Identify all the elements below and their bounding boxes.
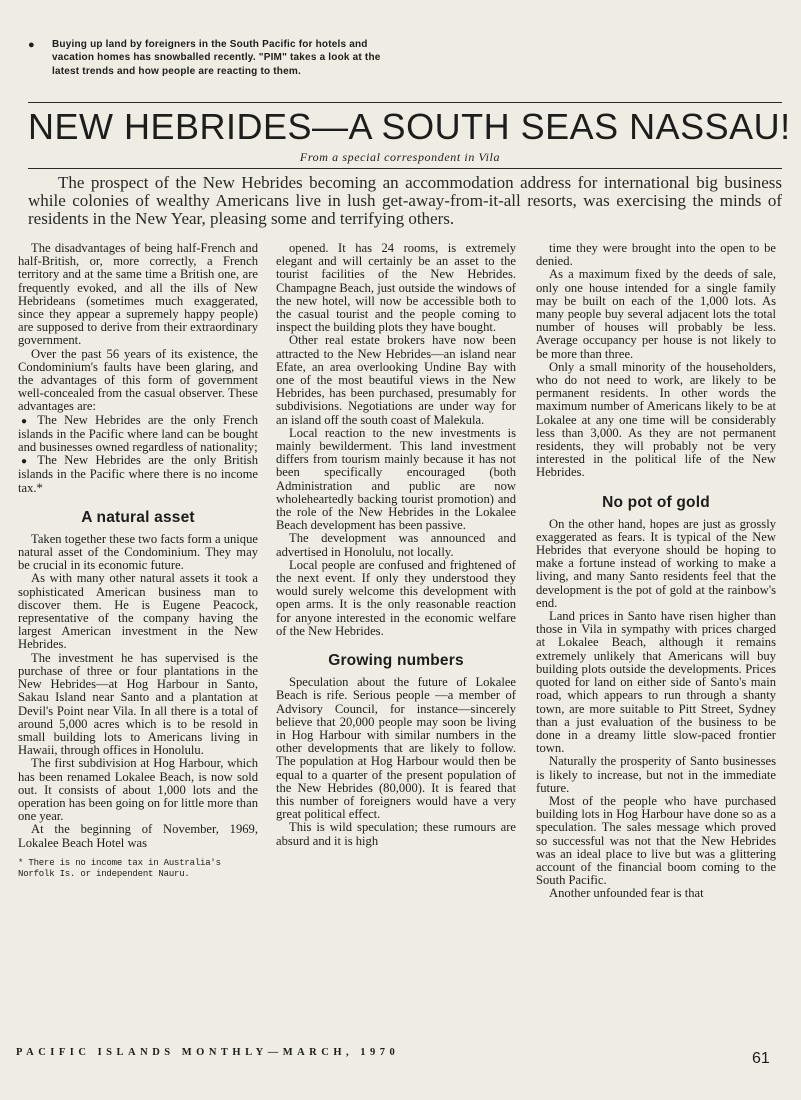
headline: NEW HEBRIDES—A SOUTH SEAS NASSAU! bbox=[28, 106, 791, 147]
paragraph: At the beginning of November, 1969, Lokalee Beach Hotel was bbox=[18, 822, 258, 850]
subheading: Growing numbers bbox=[328, 652, 464, 670]
article-column-3 bbox=[536, 242, 776, 901]
paragraph: opened. It has 24 rooms, is extremely elegant and will certainly be an asset to the tourist facilities of the New Hebrides. Champagne Beach, just outside the windows of the new hotel, will now be accessible both to the casual tourist and the people coming to inspect the building plots they have bought. bbox=[276, 241, 516, 335]
paragraph: Local people are confused and frightened of the next event. If only they understood they would surely welcome this development with open arms. It is the only reasonable reaction for anyone interested in the economic welfare of the New Hebrides. bbox=[276, 557, 516, 638]
paragraph: The first subdivision at Hog Harbour, which has been renamed Lokalee Beach, is now sold out. It consists of about 1,000 lots and the operation has been going on for little more than one year. bbox=[18, 756, 258, 824]
byline: From a special correspondent in Vila bbox=[299, 150, 501, 164]
bullet-paragraph bbox=[18, 454, 258, 495]
paragraph: The investment he has supervised is the purchase of three or four plantations in the New Hebrides—at Hog Harbour in Santo, Sakau Island near Santo and a plantation at Devil's Point near Vila. In all there is a total of around 5,000 acres which is to be resold in small building lots to Americans living in Hawaii, through offices in Honolulu. bbox=[18, 650, 258, 758]
paragraph: This is wild speculation; these rumours are absurd and it is high bbox=[276, 820, 516, 848]
paragraph: Only a small minority of the householders, who do not need to work, are likely to be permanent residents. In other words the maximum number of Americans likely to be at Lokalee at any one time will be considerably less than 3,000. As they are not permanent residents, they will probably not be very interested in the political life of the New Hebrides. bbox=[536, 359, 776, 480]
intro-blurb bbox=[28, 38, 398, 78]
paragraph: As a maximum fixed by the deeds of sale, only one house intended for a single family may be built on each of the 1,000 lots. As many people buy several adjacent lots the total number of houses will probably be less. Average occupancy per house is not likely to be more than three. bbox=[536, 267, 776, 361]
page-number: 61 bbox=[752, 1050, 770, 1067]
paragraph: Most of the people who have purchased building lots in Hog Harbour have done so as a speculation. The sales message which proved so successful was not that the New Hebrides was an ideal place to live but was a glittering account of the financial boom coming to the South Pacific. bbox=[536, 793, 776, 888]
intro-text: Buying up land by foreigners in the South Pacific for hotels and vacation homes has snowballed recently. "PIM" takes a look at the latest trends and how people are reacting to them. bbox=[52, 39, 381, 77]
subheading: No pot of gold bbox=[602, 493, 710, 511]
headline-bottom-rule bbox=[28, 168, 782, 169]
bullet-icon: ● bbox=[28, 39, 35, 51]
paragraph: time they were brought into the open to be denied. bbox=[536, 241, 776, 269]
bullet-text: The New Hebrides are the only French islands in the Pacific where land can be bought and businesses owned regardless of nationality; bbox=[18, 412, 258, 455]
paragraph: Naturally the prosperity of Santo businesses is likely to increase, but not in the immediate future. bbox=[536, 754, 776, 795]
bullet-paragraph bbox=[18, 414, 258, 455]
paragraph: On the other hand, hopes are just as grossly exaggerated as fears. It is typical of the New Hebrides that everyone should be hoping to make a fortune instead of working to make a living, and many Santo residents feel that the development is the pot of gold at the rainbow's end. bbox=[536, 516, 776, 610]
paragraph: Local reaction to the new investments is mainly bewilderment. This land investment differs from tourism mainly because it has not been specifically encouraged (both Administration and public are now wholeheartedly backing tourist promotion) and the role of the New Hebrides in the Lokalee Beach development has been passive. bbox=[276, 425, 516, 533]
article-column-1 bbox=[18, 242, 258, 880]
bullet-text: The New Hebrides are the only British islands in the Pacific where there is no income tax.* bbox=[18, 453, 258, 495]
bullet-icon: ● bbox=[21, 456, 32, 468]
paragraph: As with many other natural assets it took a sophisticated American business man to discover them. He is Eugene Peacock, representative of the company having the largest American investment in the New Hebrides. bbox=[18, 571, 258, 652]
paragraph: Over the past 56 years of its existence, the Condominium's faults have been glaring, and the advantages of this form of government well-concealed from the casual observer. These advantages are: bbox=[18, 346, 258, 414]
footnote: * There is no income tax in Australia's Norfolk Is. or independent Nauru. bbox=[18, 857, 221, 879]
paragraph: The disadvantages of being half-French and half-British, or, more correctly, a French territory and at the same time a British one, are frequently evoked, and all the ills of New Hebrideans (sometimes much exaggerated, since they appear a supremely happy people) are supposed to derive from their extraordinary government. bbox=[18, 241, 258, 348]
paragraph: The development was announced and advertised in Honolulu, not locally. bbox=[276, 531, 516, 559]
subheading: A natural asset bbox=[81, 508, 195, 526]
paragraph: Other real estate brokers have now been attracted to the New Hebrides—an island near Efate, an area overlooking Undine Bay with one of the most beautiful views in the New Hebrides, has been purchased, presumably for subdivisions. Negotiations are under way for an island off the south coast of Malekula. bbox=[276, 333, 516, 427]
paragraph: Another unfounded fear is that bbox=[549, 886, 704, 901]
paragraph: Speculation about the future of Lokalee Beach is rife. Serious people —a member of Advisory Council, for instance—sincerely believe that 20,000 people may soon be living in Hog Harbour with similar numbers in the other developments that are likely to follow. The population at Hog Harbour would then be equal to a quarter of the present population of the New Hebrides (80,000). It is feared that this number of foreigners would have a very great political effect. bbox=[276, 675, 516, 822]
headline-top-rule bbox=[28, 102, 782, 103]
page-footer: PACIFIC ISLANDS MONTHLY—MARCH, 1970 bbox=[16, 1047, 400, 1058]
paragraph: Land prices in Santo have risen higher than those in Vila in sympathy with prices charged at Lokalee Beach, although it remains extremely unlikely that Americans will buy building plots outside the developments. Prices quoted for land on either side of Santo's main road, which appears to run through a shanty town, are more suitable to Pitt Street, Sydney than a just evaluation of the business to be done in a dreamy little slow-paced frontier town. bbox=[536, 609, 776, 756]
standfirst: The prospect of the New Hebrides becoming an accommodation address for international big business while colonies of wealthy Americans live in lush get-away-from-it-all resorts, was exercising the minds of residents in the New Year, pleasing some and terrifying others. bbox=[28, 173, 782, 228]
article-column-2 bbox=[276, 242, 516, 848]
paragraph: Taken together these two facts form a unique natural asset of the Condominium. They may be crucial in its economic future. bbox=[18, 531, 258, 573]
bullet-icon: ● bbox=[21, 415, 32, 427]
